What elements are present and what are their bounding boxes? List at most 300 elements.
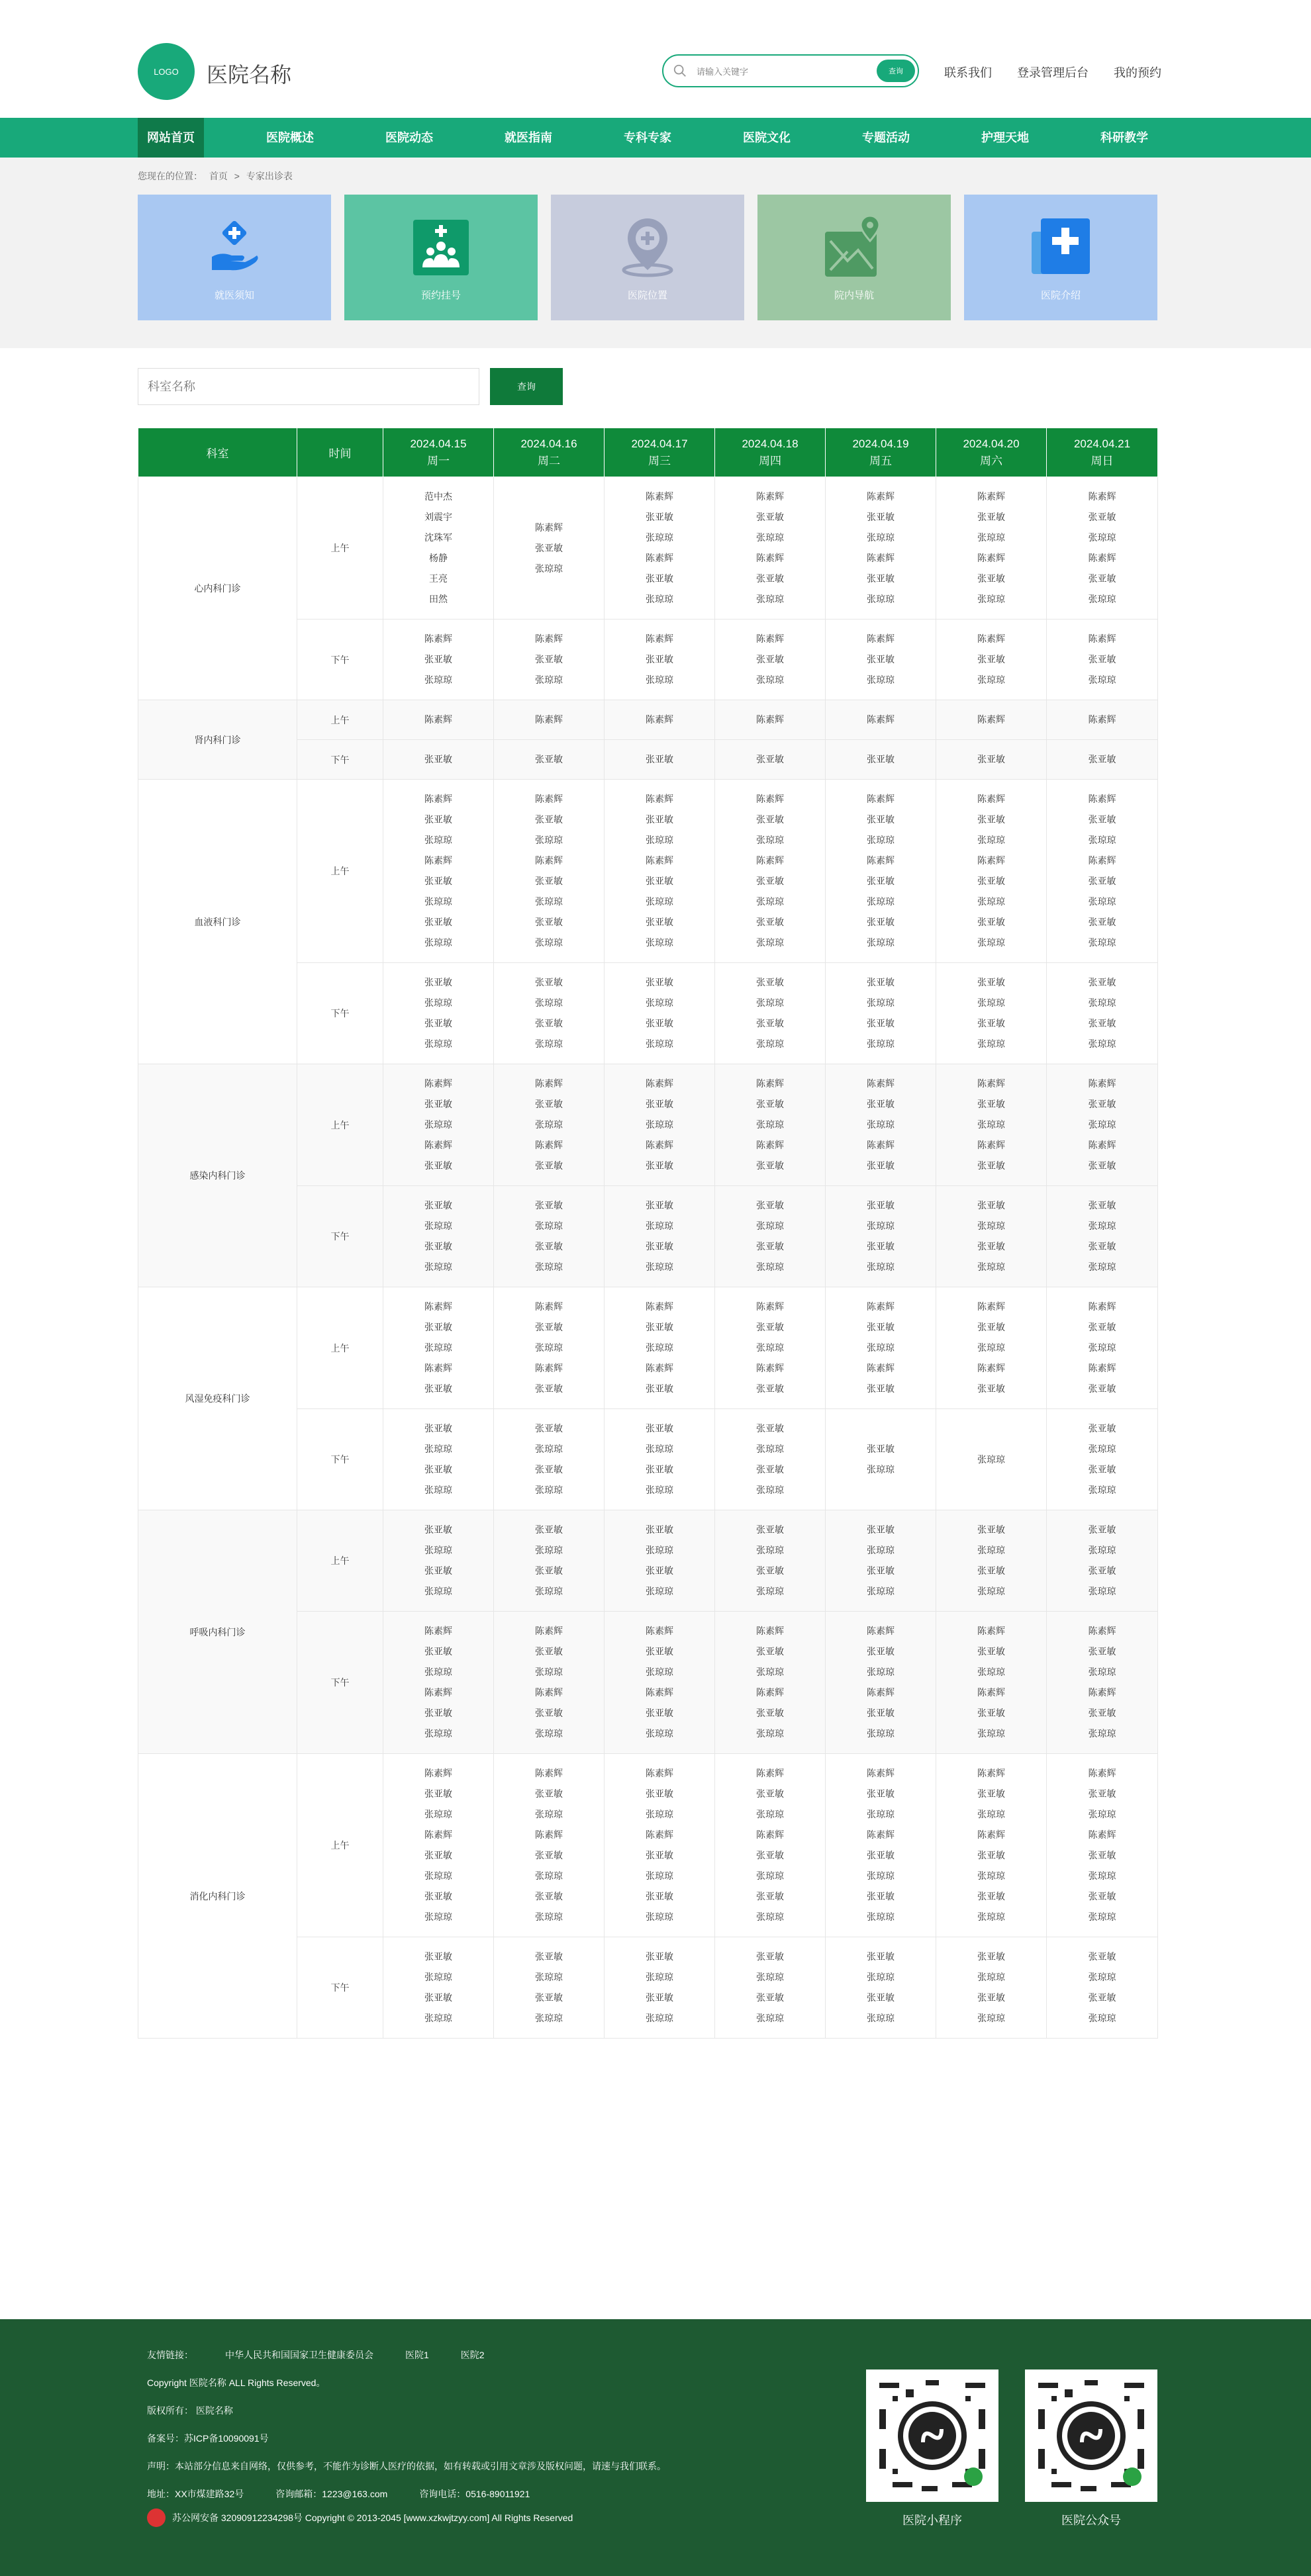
doctor-name[interactable]: 张亚敏 bbox=[1088, 1708, 1116, 1718]
doctor-name[interactable]: 沈珠军 bbox=[424, 532, 452, 543]
doctor-name[interactable]: 张亚敏 bbox=[756, 654, 784, 665]
doctor-name[interactable]: 张琼琼 bbox=[756, 594, 784, 604]
doctor-name[interactable]: 张亚敏 bbox=[424, 754, 452, 764]
doctor-name[interactable]: 陈素辉 bbox=[646, 794, 673, 804]
doctor-name[interactable]: 陈素辉 bbox=[646, 1363, 673, 1373]
doctor-name[interactable]: 张亚敏 bbox=[867, 1992, 895, 2003]
doctor-name[interactable]: 张亚敏 bbox=[535, 754, 563, 764]
doctor-name[interactable]: 张亚敏 bbox=[1088, 754, 1116, 764]
doctor-name[interactable]: 张琼琼 bbox=[646, 674, 673, 685]
doctor-name[interactable]: 张亚敏 bbox=[646, 573, 673, 584]
nav-item[interactable]: 医院文化 bbox=[743, 131, 791, 144]
doctor-name[interactable]: 张琼琼 bbox=[977, 1728, 1005, 1739]
doctor-name[interactable]: 陈素辉 bbox=[867, 1829, 895, 1840]
admin-login-link[interactable]: 登录管理后台 bbox=[1017, 66, 1089, 79]
doctor-name[interactable]: 张亚敏 bbox=[1088, 1464, 1116, 1475]
doctor-name[interactable]: 张琼琼 bbox=[535, 896, 563, 907]
doctor-name[interactable]: 张亚敏 bbox=[1088, 814, 1116, 825]
doctor-name[interactable]: 张琼琼 bbox=[646, 2013, 673, 2023]
doctor-name[interactable]: 张琼琼 bbox=[977, 1667, 1005, 1677]
doctor-name[interactable]: 张琼琼 bbox=[867, 1545, 895, 1555]
doctor-name[interactable]: 张琼琼 bbox=[424, 1342, 452, 1353]
doctor-name[interactable]: 张琼琼 bbox=[977, 532, 1005, 543]
doctor-name[interactable]: 张琼琼 bbox=[756, 835, 784, 845]
doctor-name[interactable]: 张琼琼 bbox=[646, 1444, 673, 1454]
doctor-name[interactable]: 陈素辉 bbox=[424, 794, 452, 804]
doctor-name[interactable]: 张琼琼 bbox=[977, 835, 1005, 845]
doctor-name[interactable]: 张琼琼 bbox=[977, 594, 1005, 604]
doctor-name[interactable]: 陈素辉 bbox=[867, 1768, 895, 1778]
doctor-name[interactable]: 张亚敏 bbox=[1088, 1524, 1116, 1535]
doctor-name[interactable]: 张亚敏 bbox=[646, 1383, 673, 1394]
nav-item[interactable]: 医院动态 bbox=[385, 131, 433, 144]
doctor-name[interactable]: 张亚敏 bbox=[1088, 1646, 1116, 1657]
doctor-name[interactable]: 张琼琼 bbox=[646, 1667, 673, 1677]
doctor-name[interactable]: 张琼琼 bbox=[867, 835, 895, 845]
doctor-name[interactable]: 张亚敏 bbox=[977, 917, 1005, 927]
doctor-name[interactable]: 张亚敏 bbox=[535, 654, 563, 665]
doctor-name[interactable]: 张琼琼 bbox=[535, 1972, 563, 1982]
doctor-name[interactable]: 陈素辉 bbox=[646, 1768, 673, 1778]
doctor-name[interactable]: 张琼琼 bbox=[535, 835, 563, 845]
doctor-name[interactable]: 张亚敏 bbox=[535, 1464, 563, 1475]
doctor-name[interactable]: 张琼琼 bbox=[977, 1586, 1005, 1596]
doctor-name[interactable]: 张琼琼 bbox=[756, 1038, 784, 1049]
doctor-name[interactable]: 张琼琼 bbox=[424, 1728, 452, 1739]
doctor-name[interactable]: 张亚敏 bbox=[1088, 1018, 1116, 1029]
doctor-name[interactable]: 张亚敏 bbox=[424, 654, 452, 665]
doctor-name[interactable]: 张琼琼 bbox=[977, 937, 1005, 948]
doctor-name[interactable]: 陈素辉 bbox=[867, 633, 895, 644]
doctor-name[interactable]: 陈素辉 bbox=[977, 633, 1005, 644]
doctor-name[interactable]: 张琼琼 bbox=[535, 1870, 563, 1881]
doctor-name[interactable]: 张琼琼 bbox=[646, 1342, 673, 1353]
doctor-name[interactable]: 张亚敏 bbox=[1088, 1160, 1116, 1171]
doctor-name[interactable]: 陈素辉 bbox=[977, 1626, 1005, 1636]
doctor-name[interactable]: 张亚敏 bbox=[977, 1241, 1005, 1252]
doctor-name[interactable]: 张琼琼 bbox=[535, 1342, 563, 1353]
doctor-name[interactable]: 陈素辉 bbox=[535, 1829, 563, 1840]
doctor-name[interactable]: 张亚敏 bbox=[977, 1524, 1005, 1535]
doctor-name[interactable]: 陈素辉 bbox=[646, 1829, 673, 1840]
tile-introduction[interactable] bbox=[964, 195, 1157, 320]
doctor-name[interactable]: 陈素辉 bbox=[424, 855, 452, 866]
doctor-name[interactable]: 张琼琼 bbox=[867, 1728, 895, 1739]
doctor-name[interactable]: 张亚敏 bbox=[646, 814, 673, 825]
nav-item[interactable]: 科研教学 bbox=[1100, 131, 1148, 144]
doctor-name[interactable]: 张亚敏 bbox=[867, 1646, 895, 1657]
doctor-name[interactable]: 刘震宇 bbox=[424, 512, 452, 522]
doctor-name[interactable]: 张亚敏 bbox=[867, 814, 895, 825]
doctor-name[interactable]: 张琼琼 bbox=[535, 1586, 563, 1596]
doctor-name[interactable]: 王亮 bbox=[429, 573, 448, 584]
doctor-name[interactable]: 张琼琼 bbox=[977, 1870, 1005, 1881]
doctor-name[interactable]: 陈素辉 bbox=[646, 553, 673, 563]
doctor-name[interactable]: 张琼琼 bbox=[977, 1972, 1005, 1982]
doctor-name[interactable]: 陈素辉 bbox=[977, 1301, 1005, 1312]
doctor-name[interactable]: 张琼琼 bbox=[867, 1464, 895, 1475]
doctor-name[interactable]: 陈素辉 bbox=[756, 1626, 784, 1636]
tile-navigation[interactable] bbox=[757, 195, 951, 320]
doctor-name[interactable]: 张琼琼 bbox=[756, 1728, 784, 1739]
doctor-name[interactable]: 陈素辉 bbox=[867, 1140, 895, 1150]
doctor-name[interactable]: 张琼琼 bbox=[1088, 674, 1116, 685]
doctor-name[interactable]: 张亚敏 bbox=[756, 1099, 784, 1109]
doctor-name[interactable]: 张琼琼 bbox=[1088, 1485, 1116, 1495]
doctor-name[interactable]: 张琼琼 bbox=[1088, 594, 1116, 604]
doctor-name[interactable]: 张琼琼 bbox=[867, 1119, 895, 1130]
doctor-name[interactable]: 张琼琼 bbox=[535, 1119, 563, 1130]
doctor-name[interactable]: 张亚敏 bbox=[756, 876, 784, 886]
doctor-name[interactable]: 张亚敏 bbox=[1088, 1891, 1116, 1902]
doctor-name[interactable]: 张琼琼 bbox=[977, 2013, 1005, 2023]
doctor-name[interactable]: 张亚敏 bbox=[646, 1160, 673, 1171]
doctor-name[interactable]: 陈素辉 bbox=[756, 1363, 784, 1373]
doctor-name[interactable]: 陈素辉 bbox=[646, 491, 673, 502]
doctor-name[interactable]: 张琼琼 bbox=[646, 835, 673, 845]
friend-link[interactable]: 医院2 bbox=[460, 2350, 485, 2360]
contact-link[interactable]: 联系我们 bbox=[944, 66, 992, 79]
doctor-name[interactable]: 张亚敏 bbox=[1088, 1383, 1116, 1394]
nav-item[interactable]: 专科专家 bbox=[624, 131, 671, 144]
doctor-name[interactable]: 张亚敏 bbox=[646, 1646, 673, 1657]
doctor-name[interactable]: 张琼琼 bbox=[646, 1545, 673, 1555]
doctor-name[interactable]: 张琼琼 bbox=[424, 1911, 452, 1922]
doctor-name[interactable]: 张琼琼 bbox=[756, 532, 784, 543]
doctor-name[interactable]: 张亚敏 bbox=[867, 1891, 895, 1902]
doctor-name[interactable]: 张亚敏 bbox=[867, 1099, 895, 1109]
doctor-name[interactable]: 陈素辉 bbox=[1088, 1301, 1116, 1312]
doctor-name[interactable]: 张亚敏 bbox=[646, 1708, 673, 1718]
doctor-name[interactable]: 陈素辉 bbox=[646, 1626, 673, 1636]
doctor-name[interactable]: 张亚敏 bbox=[867, 1444, 895, 1454]
doctor-name[interactable]: 张琼琼 bbox=[646, 1119, 673, 1130]
doctor-name[interactable]: 陈素辉 bbox=[535, 1301, 563, 1312]
doctor-name[interactable]: 张琼琼 bbox=[646, 1809, 673, 1819]
doctor-name[interactable]: 陈素辉 bbox=[646, 855, 673, 866]
doctor-name[interactable]: 张琼琼 bbox=[867, 1038, 895, 1049]
doctor-name[interactable]: 张琼琼 bbox=[1088, 1220, 1116, 1231]
doctor-name[interactable]: 陈素辉 bbox=[424, 633, 452, 644]
doctor-name[interactable]: 陈素辉 bbox=[977, 1140, 1005, 1150]
doctor-name[interactable]: 张琼琼 bbox=[646, 1220, 673, 1231]
doctor-name[interactable]: 张琼琼 bbox=[867, 532, 895, 543]
doctor-name[interactable]: 张琼琼 bbox=[535, 1911, 563, 1922]
doctor-name[interactable]: 张琼琼 bbox=[756, 1342, 784, 1353]
doctor-name[interactable]: 陈素辉 bbox=[1088, 553, 1116, 563]
doctor-name[interactable]: 张亚敏 bbox=[977, 1646, 1005, 1657]
doctor-name[interactable]: 陈素辉 bbox=[424, 1829, 452, 1840]
doctor-name[interactable]: 张琼琼 bbox=[1088, 532, 1116, 543]
my-appointments-link[interactable]: 我的预约 bbox=[1114, 66, 1161, 79]
doctor-name[interactable]: 陈素辉 bbox=[756, 491, 784, 502]
doctor-name[interactable]: 张琼琼 bbox=[867, 1262, 895, 1272]
doctor-name[interactable]: 张亚敏 bbox=[756, 917, 784, 927]
doctor-name[interactable]: 陈素辉 bbox=[977, 714, 1005, 725]
doctor-name[interactable]: 张亚敏 bbox=[756, 1891, 784, 1902]
doctor-name[interactable]: 张亚敏 bbox=[977, 1322, 1005, 1332]
doctor-name[interactable]: 张亚敏 bbox=[646, 1565, 673, 1576]
doctor-name[interactable]: 张亚敏 bbox=[424, 814, 452, 825]
doctor-name[interactable]: 范中杰 bbox=[424, 491, 452, 502]
department-search-button[interactable]: 查询 bbox=[490, 368, 563, 405]
doctor-name[interactable]: 陈素辉 bbox=[867, 1626, 895, 1636]
doctor-name[interactable]: 陈素辉 bbox=[424, 1626, 452, 1636]
doctor-name[interactable]: 张琼琼 bbox=[867, 1586, 895, 1596]
doctor-name[interactable]: 张亚敏 bbox=[535, 917, 563, 927]
doctor-name[interactable]: 张亚敏 bbox=[1088, 1565, 1116, 1576]
doctor-name[interactable]: 张亚敏 bbox=[535, 1788, 563, 1799]
doctor-name[interactable]: 陈素辉 bbox=[424, 1687, 452, 1698]
doctor-name[interactable]: 张亚敏 bbox=[867, 1018, 895, 1029]
doctor-name[interactable]: 张亚敏 bbox=[535, 1423, 563, 1434]
doctor-name[interactable]: 陈素辉 bbox=[646, 1140, 673, 1150]
doctor-name[interactable]: 张亚敏 bbox=[977, 1200, 1005, 1211]
friend-link[interactable]: 中华人民共和国国家卫生健康委员会 bbox=[225, 2350, 373, 2360]
doctor-name[interactable]: 张亚敏 bbox=[756, 754, 784, 764]
doctor-name[interactable]: 张亚敏 bbox=[756, 1951, 784, 1962]
doctor-name[interactable]: 张琼琼 bbox=[977, 674, 1005, 685]
doctor-name[interactable]: 田然 bbox=[429, 594, 448, 604]
nav-item[interactable]: 就医指南 bbox=[505, 131, 552, 144]
doctor-name[interactable]: 张亚敏 bbox=[646, 512, 673, 522]
doctor-name[interactable]: 张亚敏 bbox=[424, 1850, 452, 1861]
doctor-name[interactable]: 张亚敏 bbox=[535, 1708, 563, 1718]
doctor-name[interactable]: 张琼琼 bbox=[424, 1444, 452, 1454]
doctor-name[interactable]: 张琼琼 bbox=[977, 1545, 1005, 1555]
doctor-name[interactable]: 张琼琼 bbox=[646, 1728, 673, 1739]
doctor-name[interactable]: 陈素辉 bbox=[867, 794, 895, 804]
doctor-name[interactable]: 陈素辉 bbox=[977, 1768, 1005, 1778]
doctor-name[interactable]: 陈素辉 bbox=[535, 1140, 563, 1150]
doctor-name[interactable]: 张亚敏 bbox=[867, 1565, 895, 1576]
doctor-name[interactable]: 张亚敏 bbox=[1088, 1788, 1116, 1799]
doctor-name[interactable]: 张琼琼 bbox=[535, 1262, 563, 1272]
doctor-name[interactable]: 张琼琼 bbox=[535, 674, 563, 685]
doctor-name[interactable]: 张琼琼 bbox=[646, 1870, 673, 1881]
doctor-name[interactable]: 陈素辉 bbox=[424, 1363, 452, 1373]
doctor-name[interactable]: 张亚敏 bbox=[867, 917, 895, 927]
doctor-name[interactable]: 陈素辉 bbox=[1088, 855, 1116, 866]
doctor-name[interactable]: 张琼琼 bbox=[867, 594, 895, 604]
doctor-name[interactable]: 张亚敏 bbox=[646, 754, 673, 764]
doctor-name[interactable]: 张琼琼 bbox=[977, 1342, 1005, 1353]
nav-item[interactable]: 网站首页 bbox=[138, 118, 204, 158]
doctor-name[interactable]: 张琼琼 bbox=[1088, 1911, 1116, 1922]
doctor-name[interactable]: 张亚敏 bbox=[756, 1018, 784, 1029]
doctor-name[interactable]: 陈素辉 bbox=[1088, 1687, 1116, 1698]
doctor-name[interactable]: 张亚敏 bbox=[867, 1850, 895, 1861]
doctor-name[interactable]: 张琼琼 bbox=[756, 1972, 784, 1982]
doctor-name[interactable]: 张琼琼 bbox=[756, 1485, 784, 1495]
doctor-name[interactable]: 张琼琼 bbox=[977, 1262, 1005, 1272]
doctor-name[interactable]: 张亚敏 bbox=[535, 1200, 563, 1211]
doctor-name[interactable]: 张亚敏 bbox=[1088, 573, 1116, 584]
doctor-name[interactable]: 张亚敏 bbox=[977, 1099, 1005, 1109]
doctor-name[interactable]: 张亚敏 bbox=[756, 1160, 784, 1171]
tile-location[interactable] bbox=[551, 195, 744, 320]
doctor-name[interactable]: 陈素辉 bbox=[867, 1687, 895, 1698]
doctor-name[interactable]: 张亚敏 bbox=[756, 573, 784, 584]
doctor-name[interactable]: 陈素辉 bbox=[756, 553, 784, 563]
doctor-name[interactable]: 张琼琼 bbox=[1088, 1972, 1116, 1982]
doctor-name[interactable]: 张亚敏 bbox=[867, 876, 895, 886]
doctor-name[interactable]: 张琼琼 bbox=[756, 1911, 784, 1922]
doctor-name[interactable]: 陈素辉 bbox=[756, 1301, 784, 1312]
doctor-name[interactable]: 陈素辉 bbox=[1088, 1626, 1116, 1636]
doctor-name[interactable]: 张亚敏 bbox=[756, 512, 784, 522]
doctor-name[interactable]: 张琼琼 bbox=[535, 1545, 563, 1555]
doctor-name[interactable]: 陈素辉 bbox=[867, 553, 895, 563]
doctor-name[interactable]: 张亚敏 bbox=[646, 1464, 673, 1475]
doctor-name[interactable]: 张琼琼 bbox=[424, 835, 452, 845]
doctor-name[interactable]: 张亚敏 bbox=[646, 1200, 673, 1211]
doctor-name[interactable]: 张亚敏 bbox=[535, 1992, 563, 2003]
doctor-name[interactable]: 张亚敏 bbox=[867, 1241, 895, 1252]
doctor-name[interactable]: 张亚敏 bbox=[535, 814, 563, 825]
doctor-name[interactable]: 张琼琼 bbox=[867, 1809, 895, 1819]
doctor-name[interactable]: 陈素辉 bbox=[424, 1768, 452, 1778]
doctor-name[interactable]: 张琼琼 bbox=[867, 997, 895, 1008]
doctor-name[interactable]: 张亚敏 bbox=[535, 977, 563, 988]
doctor-name[interactable]: 张琼琼 bbox=[646, 1586, 673, 1596]
doctor-name[interactable]: 张琼琼 bbox=[646, 896, 673, 907]
doctor-name[interactable]: 张琼琼 bbox=[1088, 1262, 1116, 1272]
doctor-name[interactable]: 张琼琼 bbox=[646, 937, 673, 948]
doctor-name[interactable]: 张亚敏 bbox=[867, 977, 895, 988]
doctor-name[interactable]: 陈素辉 bbox=[535, 855, 563, 866]
doctor-name[interactable]: 陈素辉 bbox=[867, 1078, 895, 1089]
doctor-name[interactable]: 张琼琼 bbox=[1088, 1667, 1116, 1677]
doctor-name[interactable]: 张亚敏 bbox=[1088, 1951, 1116, 1962]
doctor-name[interactable]: 张亚敏 bbox=[646, 1891, 673, 1902]
doctor-name[interactable]: 张亚敏 bbox=[646, 1951, 673, 1962]
doctor-name[interactable]: 张亚敏 bbox=[1088, 512, 1116, 522]
doctor-name[interactable]: 张亚敏 bbox=[535, 1850, 563, 1861]
doctor-name[interactable]: 陈素辉 bbox=[646, 714, 673, 725]
doctor-name[interactable]: 陈素辉 bbox=[867, 714, 895, 725]
doctor-name[interactable]: 张亚敏 bbox=[424, 1383, 452, 1394]
doctor-name[interactable]: 陈素辉 bbox=[1088, 1078, 1116, 1089]
doctor-name[interactable]: 张亚敏 bbox=[646, 917, 673, 927]
doctor-name[interactable]: 张亚敏 bbox=[535, 1383, 563, 1394]
doctor-name[interactable]: 张琼琼 bbox=[756, 1586, 784, 1596]
doctor-name[interactable]: 张亚敏 bbox=[535, 1018, 563, 1029]
doctor-name[interactable]: 陈素辉 bbox=[867, 491, 895, 502]
doctor-name[interactable]: 陈素辉 bbox=[646, 1687, 673, 1698]
doctor-name[interactable]: 张琼琼 bbox=[867, 1342, 895, 1353]
doctor-name[interactable]: 张琼琼 bbox=[424, 997, 452, 1008]
doctor-name[interactable]: 陈素辉 bbox=[424, 714, 452, 725]
doctor-name[interactable]: 张亚敏 bbox=[424, 917, 452, 927]
doctor-name[interactable]: 张琼琼 bbox=[1088, 1545, 1116, 1555]
doctor-name[interactable]: 张亚敏 bbox=[1088, 917, 1116, 927]
doctor-name[interactable]: 张亚敏 bbox=[424, 1464, 452, 1475]
doctor-name[interactable]: 张琼琼 bbox=[756, 1119, 784, 1130]
doctor-name[interactable]: 张琼琼 bbox=[867, 1870, 895, 1881]
doctor-name[interactable]: 张琼琼 bbox=[535, 2013, 563, 2023]
doctor-name[interactable]: 张琼琼 bbox=[424, 1545, 452, 1555]
doctor-name[interactable]: 张琼琼 bbox=[977, 1038, 1005, 1049]
doctor-name[interactable]: 张琼琼 bbox=[424, 1809, 452, 1819]
doctor-name[interactable]: 陈素辉 bbox=[646, 633, 673, 644]
doctor-name[interactable]: 张亚敏 bbox=[535, 542, 563, 553]
doctor-name[interactable]: 陈素辉 bbox=[756, 794, 784, 804]
doctor-name[interactable]: 张亚敏 bbox=[646, 1241, 673, 1252]
doctor-name[interactable]: 陈素辉 bbox=[756, 1829, 784, 1840]
doctor-name[interactable]: 张亚敏 bbox=[756, 1708, 784, 1718]
doctor-name[interactable]: 张亚敏 bbox=[424, 1018, 452, 1029]
doctor-name[interactable]: 张亚敏 bbox=[867, 654, 895, 665]
doctor-name[interactable]: 张亚敏 bbox=[867, 1383, 895, 1394]
doctor-name[interactable]: 陈素辉 bbox=[977, 491, 1005, 502]
doctor-name[interactable]: 张亚敏 bbox=[535, 1241, 563, 1252]
doctor-name[interactable]: 陈素辉 bbox=[756, 1078, 784, 1089]
doctor-name[interactable]: 张琼琼 bbox=[424, 1485, 452, 1495]
doctor-name[interactable]: 张亚敏 bbox=[756, 1565, 784, 1576]
doctor-name[interactable]: 张琼琼 bbox=[424, 2013, 452, 2023]
doctor-name[interactable]: 陈素辉 bbox=[1088, 1140, 1116, 1150]
doctor-name[interactable]: 陈素辉 bbox=[756, 714, 784, 725]
doctor-name[interactable]: 陈素辉 bbox=[1088, 1363, 1116, 1373]
doctor-name[interactable]: 张琼琼 bbox=[756, 1262, 784, 1272]
doctor-name[interactable]: 陈素辉 bbox=[535, 794, 563, 804]
doctor-name[interactable]: 张琼琼 bbox=[424, 1220, 452, 1231]
doctor-name[interactable]: 张亚敏 bbox=[977, 754, 1005, 764]
doctor-name[interactable]: 张亚敏 bbox=[867, 1322, 895, 1332]
doctor-name[interactable]: 张亚敏 bbox=[756, 1464, 784, 1475]
nav-item[interactable]: 专题活动 bbox=[862, 131, 910, 144]
doctor-name[interactable]: 陈素辉 bbox=[1088, 1768, 1116, 1778]
doctor-name[interactable]: 陈素辉 bbox=[1088, 491, 1116, 502]
doctor-name[interactable]: 张琼琼 bbox=[646, 1972, 673, 1982]
doctor-name[interactable]: 张亚敏 bbox=[535, 1099, 563, 1109]
doctor-name[interactable]: 张亚敏 bbox=[646, 1992, 673, 2003]
doctor-name[interactable]: 陈素辉 bbox=[756, 855, 784, 866]
doctor-name[interactable]: 陈素辉 bbox=[424, 1140, 452, 1150]
doctor-name[interactable]: 陈素辉 bbox=[535, 1687, 563, 1698]
doctor-name[interactable]: 张琼琼 bbox=[535, 937, 563, 948]
doctor-name[interactable]: 张琼琼 bbox=[424, 1038, 452, 1049]
doctor-name[interactable]: 陈素辉 bbox=[756, 1140, 784, 1150]
doctor-name[interactable]: 陈素辉 bbox=[424, 1301, 452, 1312]
doctor-name[interactable]: 张琼琼 bbox=[867, 1667, 895, 1677]
doctor-name[interactable]: 张琼琼 bbox=[646, 1038, 673, 1049]
doctor-name[interactable]: 张亚敏 bbox=[756, 814, 784, 825]
doctor-name[interactable]: 张琼琼 bbox=[535, 563, 563, 574]
doctor-name[interactable]: 张亚敏 bbox=[977, 1891, 1005, 1902]
doctor-name[interactable]: 张亚敏 bbox=[535, 1322, 563, 1332]
doctor-name[interactable]: 张亚敏 bbox=[424, 1322, 452, 1332]
doctor-name[interactable]: 张琼琼 bbox=[977, 997, 1005, 1008]
doctor-name[interactable]: 张亚敏 bbox=[424, 1200, 452, 1211]
doctor-name[interactable]: 张亚敏 bbox=[424, 1992, 452, 2003]
doctor-name[interactable]: 陈素辉 bbox=[867, 1363, 895, 1373]
doctor-name[interactable]: 张亚敏 bbox=[646, 1850, 673, 1861]
doctor-name[interactable]: 张琼琼 bbox=[1088, 896, 1116, 907]
doctor-name[interactable]: 张亚敏 bbox=[756, 1322, 784, 1332]
doctor-name[interactable]: 张琼琼 bbox=[1088, 2013, 1116, 2023]
doctor-name[interactable]: 张琼琼 bbox=[977, 1911, 1005, 1922]
doctor-name[interactable]: 张亚敏 bbox=[756, 1524, 784, 1535]
doctor-name[interactable]: 陈素辉 bbox=[535, 633, 563, 644]
doctor-name[interactable]: 陈素辉 bbox=[756, 633, 784, 644]
doctor-name[interactable]: 张琼琼 bbox=[756, 1220, 784, 1231]
doctor-name[interactable]: 张琼琼 bbox=[424, 1119, 452, 1130]
doctor-name[interactable]: 张亚敏 bbox=[1088, 1850, 1116, 1861]
nav-item[interactable]: 医院概述 bbox=[266, 131, 314, 144]
doctor-name[interactable]: 张琼琼 bbox=[535, 1728, 563, 1739]
